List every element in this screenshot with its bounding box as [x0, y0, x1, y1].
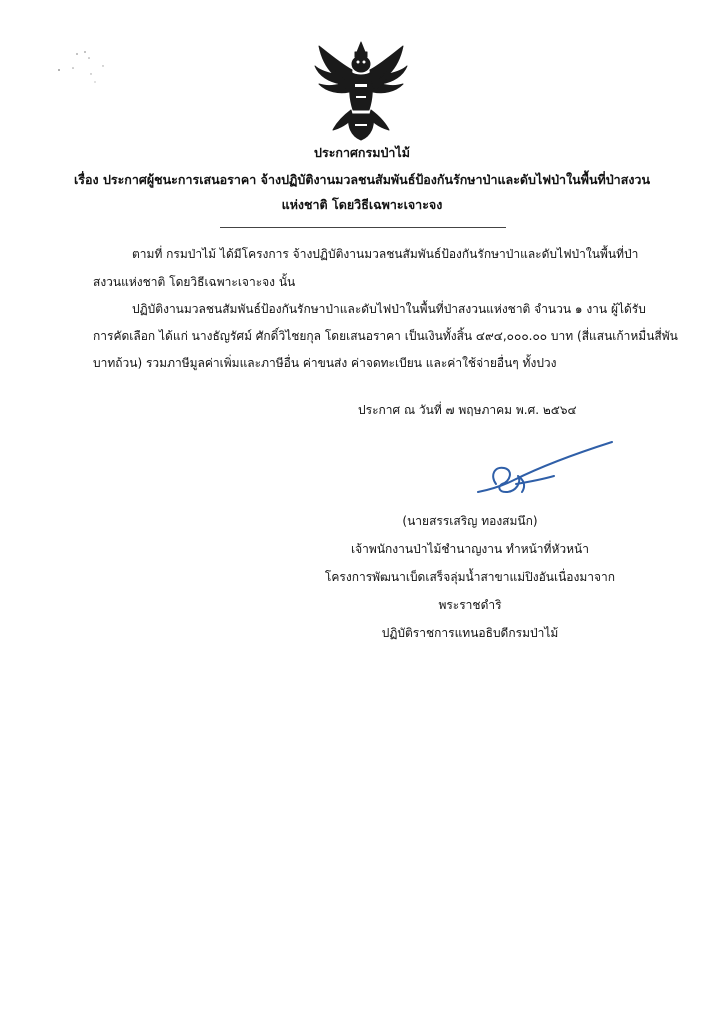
- announcement-title: ประกาศกรมป่าไม้: [314, 145, 410, 160]
- signatory-position-line-3: พระราชดำริ: [438, 598, 502, 612]
- scan-specks-decoration: [55, 48, 115, 88]
- paragraph-1-line-1: ตามที่ กรมป่าไม้ ได้มีโครงการ จ้างปฏิบัติงานมวลชนสัมพันธ์ป้องกันรักษาป่าและดับไฟป่าในพื้นที่ป่า: [132, 247, 639, 261]
- paragraph-2-line-3: บาทถ้วน) รวมภาษีมูลค่าเพิ่มและภาษีอื่น ค่าขนส่ง ค่าจดทะเบียน และค่าใช้จ่ายอื่นๆ ทั้งปวง: [93, 356, 557, 370]
- paragraph-2-line-1: ปฏิบัติงานมวลชนสัมพันธ์ป้องกันรักษาป่าและดับไฟป่าในพื้นที่ป่าสงวนแห่งชาติ จำนวน ๑ งาน ผู้ได้รับ: [132, 302, 646, 316]
- signatory-name: (นายสรรเสริญ ทองสมนึก): [402, 514, 538, 528]
- subject-line-2: แห่งชาติ โดยวิธีเฉพาะเจาะจง: [281, 197, 443, 212]
- garuda-emblem-icon: [311, 40, 411, 144]
- signature-image: [468, 440, 618, 504]
- announcement-date: ประกาศ ณ วันที่ ๗ พฤษภาคม พ.ศ. ๒๕๖๔: [358, 403, 577, 417]
- signatory-position-line-2: โครงการพัฒนาเบ็ดเสร็จลุ่มน้ำสาขาแม่ปิงอันเนื่องมาจาก: [324, 570, 616, 584]
- paragraph-1-line-2: สงวนแห่งชาติ โดยวิธีเฉพาะเจาะจง นั้น: [93, 275, 296, 289]
- paragraph-2-line-2: การคัดเลือก ได้แก่ นางธัญรัศม์ ศักดิ์วิไชยกุล โดยเสนอราคา เป็นเงินทั้งสิ้น ๔๙๔,๐๐๐.๐๐ บาท (สี่แสนเก้าหมื่นสี่พัน: [93, 329, 678, 343]
- signatory-position-line-4: ปฏิบัติราชการแทนอธิบดีกรมป่าไม้: [381, 626, 559, 640]
- signatory-position-line-1: เจ้าพนักงานป่าไม้ชำนาญงาน ทำหน้าที่หัวหน้า: [351, 542, 589, 556]
- subject-line-1: เรื่อง ประกาศผู้ชนะการเสนอราคา จ้างปฏิบัติงานมวลชนสัมพันธ์ป้องกันรักษาป่าและดับไฟป่าในพื้นที่ป่าสงวน: [74, 172, 650, 187]
- title-divider: [220, 227, 506, 228]
